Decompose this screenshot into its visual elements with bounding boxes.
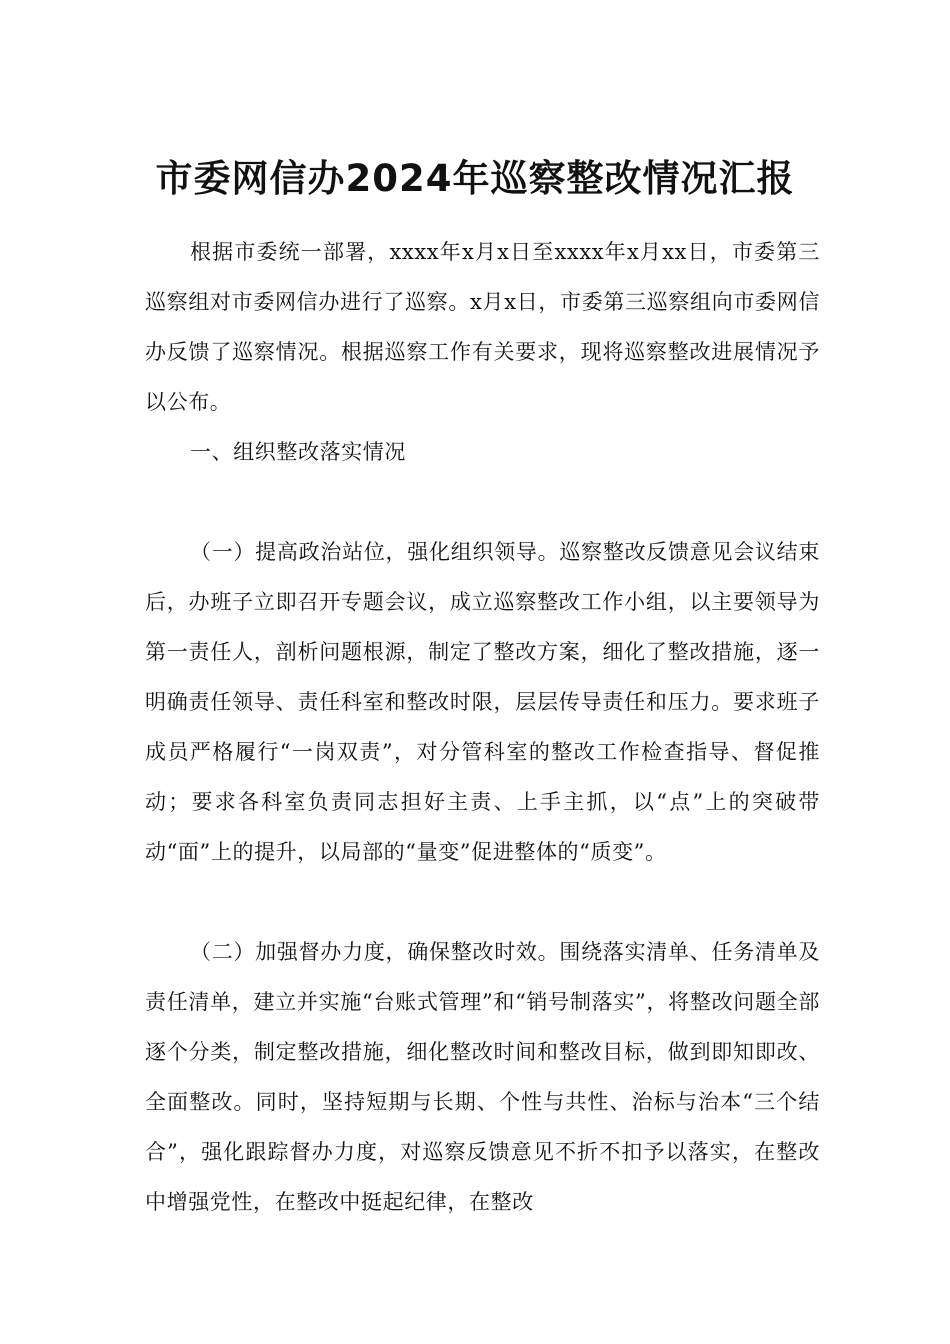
- section-heading: 一、组织整改落实情况: [190, 440, 406, 464]
- document-title: 市委网信办2024年巡察整改情况汇报: [155, 156, 795, 200]
- item-one-paragraph: （一）提高政治站位，强化组织领导。巡察整改反馈意见会议结束后，办班子立即召开专题会议，成立巡察整改工作小组，以主要领导为第一责任人，剖析问题根源，制定了整改方案，细化了整改措施，逐一明确责任领导、责任科室和整改时限，层层传导责任和压力。要求班子成员严格履行“一岗双责”，对分管科室的整改工作检查指导、督促推动；要求各科室负责同志担好主责、上手主抓，以“点”上的突破带动“面”上的提升，以局部的“量变”促进整体的“质变”。: [145, 540, 820, 864]
- intro-paragraph: 根据市委统一部署，xxxx年x月x日至xxxx年x月xx日，市委第三巡察组对市委网信办进行了巡察。x月x日，市委第三巡察组向市委网信办反馈了巡察情况。根据巡察工作有关要求，现将巡察整改进展情况予以公布。: [145, 240, 820, 414]
- item-two-paragraph: （二）加强督办力度，确保整改时效。围绕落实清单、任务清单及责任清单，建立并实施“台账式管理”和“销号制落实”，将整改问题全部逐个分类，制定整改措施，细化整改时间和整改目标，做到即知即改、全面整改。同时，坚持短期与长期、个性与共性、治标与治本“三个结合”，强化跟踪督办力度，对巡察反馈意见不折不扣予以落实，在整改中增强党性，在整改中挺起纪律，在整改: [145, 940, 820, 1214]
